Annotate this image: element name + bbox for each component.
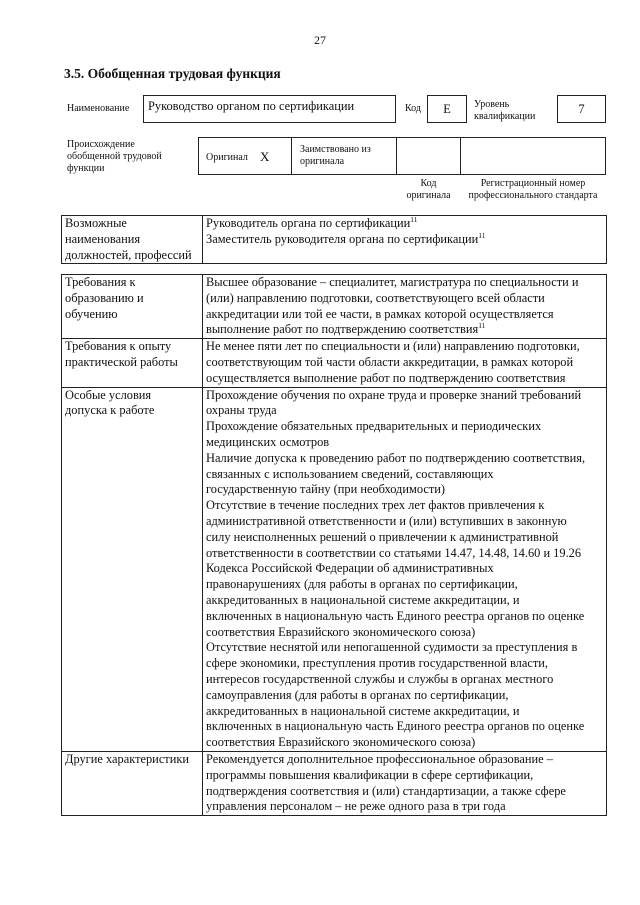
code-value: E [443, 102, 451, 116]
origin-reg-cell [460, 137, 606, 175]
experience-row [62, 339, 607, 387]
name-label: Наименование [67, 103, 130, 114]
positions-label: Возможные наименования должностей, профессий [62, 216, 203, 264]
special-conditions-value: Прохождение обучения по охране труда и проверке знаний требований охраны труда Прохождение обязательных предварительных и периодических медицинских осмотров Наличие допуска к проведению работ по подтверждению соответствия, связанных с использованием сведений, составляющих государственную тайну (при необходимости) Отсутствие в течение последних трех лет фактов привлечения к административной ответственности и (или) вступивших в законную силу неисполненных решений о привлечении к административной ответственности в соответствии со статьями 14.47, 14.48, 14.60 и 19.26 Кодекса Российской Федерации об административных правонарушениях (для работы в органах по сертификации, аккредитованных в национальной системе аккредитации, и включенных в национальную часть Единого реестра органов по оценке соответствия Евразийского экономического союза) Отсутствие неснятой или непогашенной судимости за преступления в сфере экономики, преступления против государственной власти, интересов государственной службы и службы в органах местного самоуправления (для работы в органах по сертификации, аккредитованных в национальной системе аккредитации, и включенных в национальную часть Единого реестра органов по оценке соответствия Евразийского экономического союза) [203, 387, 607, 751]
footnote-mark: 11 [478, 230, 486, 240]
special-conditions-row [62, 387, 607, 751]
borrowed-label: Заимствовано из оригинала [300, 144, 371, 167]
education-row [62, 275, 607, 339]
level-label: Уровень квалификации [474, 99, 536, 122]
reg-caption: Регистрационный номер профессионального стандарта [468, 178, 598, 201]
name-value: Руководство органом по сертификации [148, 99, 355, 113]
page-number: 27 [314, 33, 326, 47]
experience-value: Не менее пяти лет по специальности и (или) направлению подготовки, соответствующим той части области аккредитации, в рамках которой осуществляется выполнение работ по подтверждению соответствия [203, 339, 607, 387]
footnote-mark: 11 [410, 215, 418, 224]
education-label: Требования к образованию и обучению [62, 275, 203, 339]
origin-borrowed-cell [291, 137, 397, 175]
education-value: Высшее образование – специалитет, магистратура по специальности и (или) направлению подготовки, соответствующего всей области аккредитации или той ее части, в рамках которой осуществляется выполнение работ по подтверждению соответствия$^{11}$ [203, 275, 607, 339]
origin-original-cell [198, 137, 292, 175]
name-value-box [143, 95, 396, 123]
special-conditions-label: Особые условия допуска к работе [62, 387, 203, 751]
code-label: Код [405, 103, 421, 114]
section-title: 3.5. Обобщенная трудовая функция [64, 66, 281, 81]
level-value: 7 [578, 102, 585, 116]
positions-value: Руководитель органа по сертификации$^{11}$ Заместитель руководителя органа по сертификации$^{11}$ [203, 216, 607, 264]
other-characteristics-label: Другие характеристики [62, 751, 203, 815]
origin-code-cell [396, 137, 461, 175]
experience-label: Требования к опыту практической работы [62, 339, 203, 387]
other-characteristics-value: Рекомендуется дополнительное профессиональное образование – программы повышения квалификации в сфере сертификации, подтверждения соответствия и (или) стандартизации, а также сфере управления персоналом – не реже одного раза в три года [203, 751, 607, 815]
requirements-table [61, 274, 607, 816]
original-label: Оригинал [206, 152, 248, 163]
origin-label: Происхождение обобщенной трудовой функции [67, 139, 162, 174]
code-caption: Код оригинала [406, 178, 451, 201]
level-value-box [557, 95, 606, 123]
positions-table [61, 215, 607, 264]
footnote-mark: 11 [478, 321, 486, 331]
code-value-box [427, 95, 467, 123]
original-mark: X [260, 149, 270, 164]
positions-row [62, 216, 607, 264]
other-characteristics-row [62, 751, 607, 815]
